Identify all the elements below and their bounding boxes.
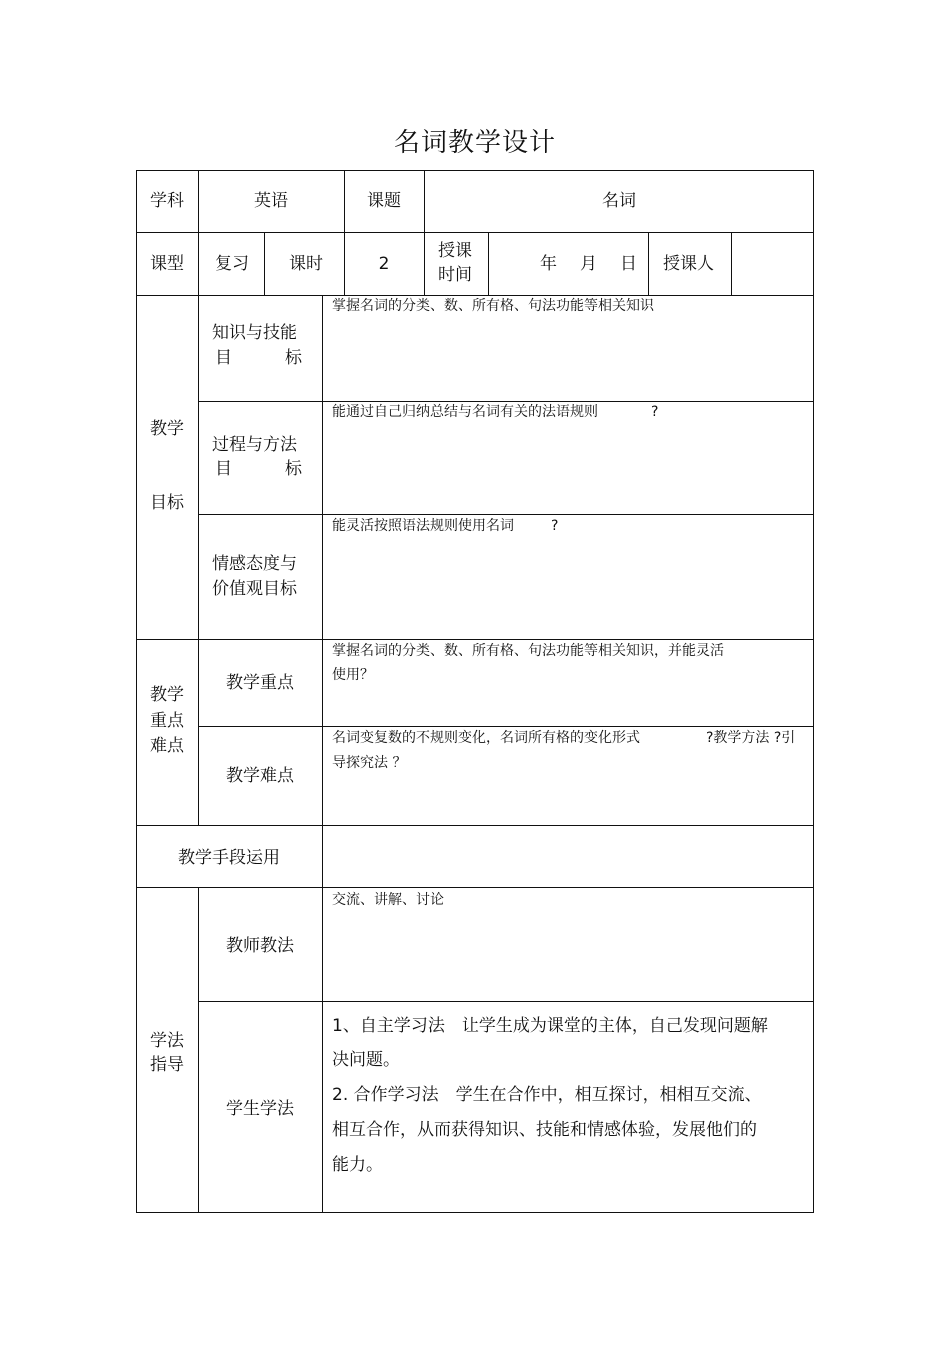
col-divider <box>198 295 199 826</box>
row-divider <box>136 887 814 888</box>
difficulty-line-1a: 名词变复数的不规则变化，名词所有格的变化形式 <box>332 730 640 746</box>
student-method-line-4: 相互合作，从而获得知识、技能和情感体验，发展他们的 <box>332 1120 757 1140</box>
col-divider <box>488 232 489 295</box>
goals-label-line1: 教学 <box>150 419 184 439</box>
time-label-line1: 授课 <box>438 241 472 261</box>
means-label: 教学手段运用 <box>178 848 280 868</box>
emotion-label-line2: 价值观目标 <box>212 579 297 599</box>
keys-label-line1: 教学 <box>150 685 184 705</box>
row-divider <box>136 232 814 233</box>
student-method-line-3: 2. 合作学习法 学生在合作中，相互探讨，相相互交流、 <box>332 1085 762 1105</box>
keys-label-line2: 重点 <box>150 711 184 731</box>
knowledge-label-line1: 知识与技能 <box>212 323 297 343</box>
row-divider <box>136 825 814 826</box>
process-label-part: 目 <box>215 459 232 479</box>
difficulty-label: 教学难点 <box>226 766 294 786</box>
goals-label-line2: 目标 <box>150 493 184 513</box>
difficulty-line-2: 导探究法 ？ <box>332 755 407 771</box>
row-divider <box>198 1001 814 1002</box>
day-label: 日 <box>620 254 637 274</box>
type-label: 课型 <box>150 254 184 274</box>
difficulty-line-1b: ?教学方法 ?引 <box>706 730 796 746</box>
page-title: 名词教学设计 <box>393 128 556 158</box>
subject-value: 英语 <box>254 191 288 211</box>
teacher-method-label: 教师教法 <box>226 936 294 956</box>
process-mark: ? <box>651 404 659 420</box>
student-method-line-5: 能力。 <box>332 1155 383 1175</box>
methods-label-line1: 学法 <box>150 1031 184 1051</box>
type-value: 复习 <box>215 254 249 274</box>
keys-label-line3: 难点 <box>150 736 184 756</box>
process-label-line2 <box>215 457 302 481</box>
emotion-mark: ? <box>551 518 559 534</box>
time-label-line2: 时间 <box>438 265 472 285</box>
year-label: 年 <box>540 254 557 274</box>
process-label-line1: 过程与方法 <box>212 435 297 455</box>
col-divider <box>648 232 649 295</box>
knowledge-text: 掌握名词的分类、数、所有格、句法功能等相关知识 <box>332 298 654 314</box>
emotion-text: 能灵活按照语法规则使用名词 <box>332 518 514 534</box>
knowledge-label-part: 目 <box>215 348 232 368</box>
teacher-method-text: 交流、讲解、讨论 <box>332 892 444 908</box>
student-method-line-1: 1、自主学习法 让学生成为课堂的主体，自己发现问题解 <box>332 1016 768 1036</box>
student-method-line-2: 决问题。 <box>332 1050 400 1070</box>
col-divider <box>264 232 265 295</box>
month-label: 月 <box>580 254 597 274</box>
topic-value: 名词 <box>602 191 636 211</box>
focus-line-2: 使用？ <box>332 667 374 683</box>
focus-line-1: 掌握名词的分类、数、所有格、句法功能等相关知识，并能灵活 <box>332 643 724 659</box>
process-label-part: 标 <box>285 459 302 479</box>
col-divider <box>322 825 323 888</box>
methods-label-line2: 指导 <box>150 1055 184 1075</box>
knowledge-label-line2 <box>215 346 302 370</box>
student-method-label: 学生学法 <box>226 1099 294 1119</box>
subject-label: 学科 <box>150 191 184 211</box>
teacher-label: 授课人 <box>663 254 714 274</box>
col-divider <box>322 295 323 826</box>
topic-label: 课题 <box>367 191 401 211</box>
emotion-label-line1: 情感态度与 <box>212 554 297 574</box>
col-divider <box>322 887 323 1213</box>
knowledge-label-part: 标 <box>285 348 302 368</box>
col-divider <box>731 232 732 295</box>
hours-value: 2 <box>378 254 390 274</box>
hours-label: 课时 <box>289 254 323 274</box>
process-text: 能通过自己归纳总结与名词有关的法语规则 <box>332 404 598 420</box>
focus-label: 教学重点 <box>226 673 294 693</box>
